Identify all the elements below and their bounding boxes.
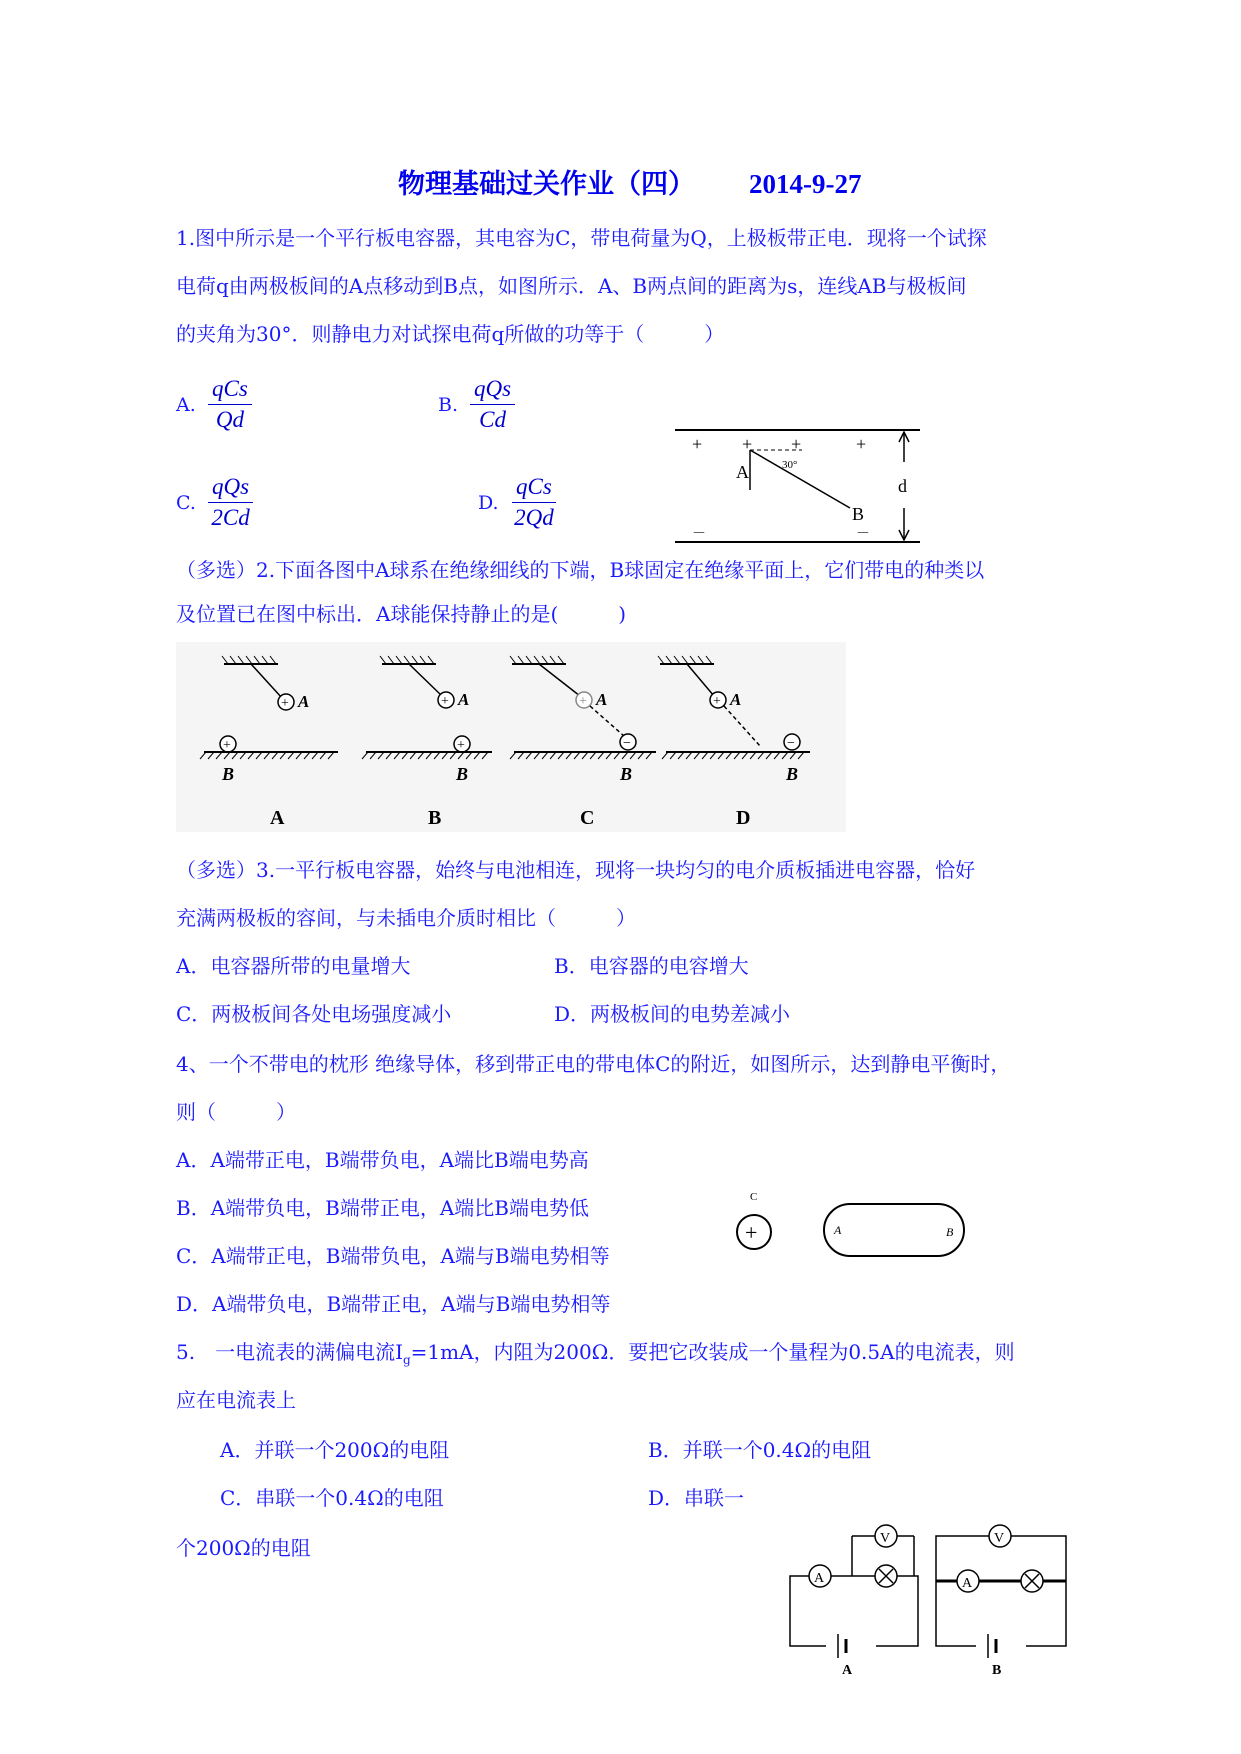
q2-line-2: 及位置已在图中标出．A球能保持静止的是( ) <box>176 602 627 626</box>
q2-panel-c-label: C <box>580 807 595 829</box>
q3-option-a: A．电容器所带的电量增大 <box>176 954 411 978</box>
conductor-diagram <box>730 1186 970 1266</box>
q2-panel-b-label: B <box>428 807 442 829</box>
circuit-b-label: B <box>992 1663 1002 1678</box>
q1-option-c-label: C. <box>176 492 196 514</box>
q4-option-d: D．A端带负电，B端带正电，A端与B端电势相等 <box>176 1292 611 1316</box>
q2-figure-bg <box>176 642 846 832</box>
q1-option-a-num: qCs <box>208 376 252 405</box>
svg-text:+: + <box>281 696 289 711</box>
q4-option-a: A．A端带正电，B端带负电，A端比B端电势高 <box>176 1148 589 1172</box>
q3-option-c: C．两极板间各处电场强度减小 <box>176 1002 452 1026</box>
svg-text:−: − <box>787 736 795 751</box>
ab-line <box>750 450 850 508</box>
minus-sign-1: － <box>692 527 706 542</box>
q2a-ball-a-label: A <box>298 692 310 711</box>
q1-option-c-fraction <box>208 474 253 531</box>
q1-option-d-label: D. <box>478 492 499 514</box>
q1-option-c-den: 2Cd <box>211 505 250 530</box>
q2a-ball-b-label: B <box>222 764 235 784</box>
circuit-b <box>936 1525 1066 1678</box>
q2c-ball-a-label: A <box>596 690 608 709</box>
q5-line-2: 应在电流表上 <box>176 1388 296 1412</box>
q2c-ball-b-label: B <box>620 764 633 784</box>
d-label: d <box>898 476 907 496</box>
q4-line-1: 4、一个不带电的枕形 绝缘导体，移到带正电的带电体C的附近，如图所示，达到静电平衡时， <box>176 1052 1011 1076</box>
circuit-a <box>790 1525 918 1678</box>
circuit-a-voltmeter: V <box>880 1531 891 1546</box>
q2-panel-d-label: D <box>736 807 751 829</box>
conductor-end-a: A <box>834 1223 842 1237</box>
svg-text:+: + <box>457 738 465 753</box>
page-title <box>398 162 861 201</box>
q3-line-1: （多选）3.一平行板电容器，始终与电池相连，现将一块均匀的电介质板插进电容器，恰好 <box>176 858 976 882</box>
plus-sign-2: + <box>742 434 753 454</box>
q2-line-1: （多选）2.下面各图中A球系在绝缘细线的下端，B球固定在绝缘平面上，它们带电的种类以 <box>176 558 985 582</box>
q1-line-2: 电荷q由两极板间的A点移动到B点，如图所示．A、B两点间的距离为s，连线AB与极板间 <box>176 274 967 298</box>
q1-option-a-fraction <box>208 376 252 433</box>
q5-line-1-part-a: 5. 一电流表的满偏电流I <box>176 1340 403 1364</box>
charge-c-label: C <box>750 1191 758 1203</box>
minus-sign-2: － <box>856 527 870 542</box>
pillow-conductor <box>824 1204 964 1256</box>
svg-text:+: + <box>441 694 449 709</box>
q5-option-a: A．并联一个200Ω的电阻 <box>220 1438 450 1462</box>
q1-line-3: 的夹角为30°．则静电力对试探电荷q所做的功等于（ ） <box>176 322 725 346</box>
q4-option-b: B．A端带负电，B端带正电，A端比B端电势低 <box>176 1196 589 1220</box>
q2b-ball-b-label: B <box>456 764 469 784</box>
circuit-diagrams <box>786 1516 1086 1682</box>
q1-line-1: 1.图中所示是一个平行板电容器，其电容为C，带电荷量为Q，上极板带正电．现将一个试探 <box>176 226 987 250</box>
q1-option-c-num: qQs <box>208 474 253 503</box>
q1-option-b-num: qQs <box>470 376 515 405</box>
q3-option-d: D．两极板间的电势差减小 <box>554 1002 791 1026</box>
q1-option-b-den: Cd <box>479 407 506 432</box>
q2-panel-a-label: A <box>270 807 285 829</box>
q5-option-d: D．串联一 <box>648 1486 745 1510</box>
point-a-label: A <box>736 462 749 482</box>
q5-option-d-tail: 个200Ω的电阻 <box>176 1536 311 1560</box>
q5-line-1-subscript: g <box>402 1353 411 1367</box>
q4-line-2: 则（ ） <box>176 1100 296 1124</box>
circuit-a-ammeter: A <box>814 1571 825 1586</box>
title-text: 物理基础过关作业（四） <box>398 169 695 199</box>
svg-text:−: − <box>623 736 631 751</box>
svg-text:+: + <box>579 694 587 709</box>
circuit-b-voltmeter: V <box>994 1531 1005 1546</box>
q1-option-b-label: B. <box>438 394 459 416</box>
q2d-ball-a-label: A <box>730 690 742 709</box>
q2b-ball-a-label: A <box>458 690 470 709</box>
q5-option-b: B．并联一个0.4Ω的电阻 <box>648 1438 872 1462</box>
svg-text:+: + <box>713 694 721 709</box>
conductor-end-b: B <box>946 1225 954 1239</box>
q1-option-b-fraction <box>470 376 515 433</box>
q1-option-d-fraction <box>512 474 556 531</box>
q1-option-d-den: 2Qd <box>514 505 554 530</box>
q4-option-c: C．A端带正电，B端带负电，A端与B端电势相等 <box>176 1244 610 1268</box>
plus-sign-1: + <box>692 434 703 454</box>
plus-sign-4: + <box>856 434 867 454</box>
q5-option-c: C．串联一个0.4Ω的电阻 <box>220 1486 444 1510</box>
q3-line-2: 充满两极板的容间，与未插电介质时相比（ ） <box>176 906 636 930</box>
q1-option-a-label: A. <box>176 394 196 416</box>
q1-option-d-num: qCs <box>512 474 556 503</box>
q5-line-1-part-b: =1mA，内阻为200Ω．要把它改装成一个量程为0.5A的电流表，则 <box>410 1340 1015 1364</box>
capacitor-diagram <box>670 420 930 550</box>
charged-body-plus: + <box>745 1220 758 1245</box>
q5-line-1 <box>176 1338 1015 1374</box>
title-date: 2014-9-27 <box>749 169 862 199</box>
q1-option-a-den: Qd <box>215 407 244 432</box>
svg-text:+: + <box>223 738 231 753</box>
angle-label: 30° <box>782 459 798 471</box>
plus-sign-3: + <box>791 434 802 454</box>
q2-figure <box>176 642 846 832</box>
q3-option-b: B．电容器的电容增大 <box>554 954 749 978</box>
q2d-ball-b-label: B <box>786 764 799 784</box>
circuit-a-label: A <box>842 1663 853 1678</box>
circuit-b-ammeter: A <box>962 1576 973 1591</box>
point-b-label: B <box>852 504 865 524</box>
